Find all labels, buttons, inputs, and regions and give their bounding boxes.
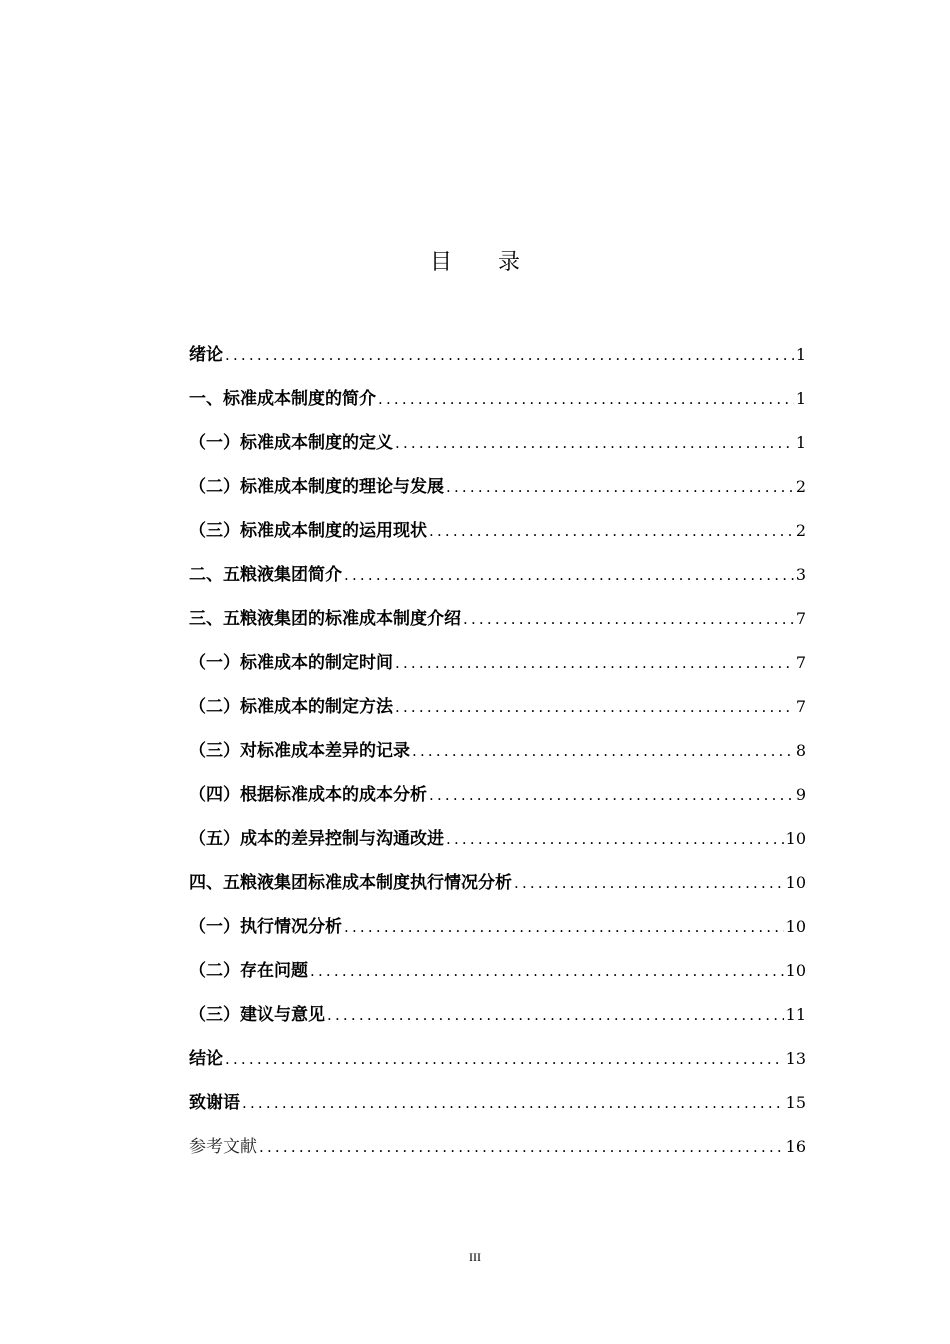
toc-entry[interactable] (189, 1043, 806, 1087)
toc-entry-label: 一、标准成本制度的简介 (189, 389, 376, 409)
toc-leader-dots (412, 735, 794, 767)
toc-leader-dots (225, 339, 794, 371)
toc-entry-label: 三、五粮液集团的标准成本制度介绍 (189, 609, 461, 629)
toc-entry-page-number: 1 (795, 345, 806, 364)
toc-leader-dots (310, 955, 784, 987)
toc-entry[interactable] (189, 427, 806, 471)
toc-leader-dots (446, 471, 794, 503)
toc-entry[interactable] (189, 867, 806, 911)
toc-entry[interactable] (189, 515, 806, 559)
toc-entry[interactable] (189, 735, 806, 779)
toc-entry-page-number: 16 (785, 1137, 806, 1156)
toc-entry[interactable] (189, 1087, 806, 1131)
toc-entry-label: （三）建议与意见 (189, 1005, 325, 1025)
toc-entry-label: 四、五粮液集团标准成本制度执行情况分析 (189, 873, 512, 893)
toc-entry-label: （三）标准成本制度的运用现状 (189, 521, 427, 541)
toc-entry-page-number: 7 (795, 697, 806, 716)
toc-leader-dots (395, 691, 794, 723)
toc-entry-page-number: 13 (785, 1049, 806, 1068)
toc-entry-page-number: 7 (795, 653, 806, 672)
toc-leader-dots (429, 779, 794, 811)
page-number: III (469, 1250, 481, 1264)
toc-title-char-1: 目 (429, 250, 452, 275)
toc-entry[interactable] (189, 339, 806, 383)
toc-entry-label: 二、五粮液集团简介 (189, 565, 342, 585)
toc-leader-dots (429, 515, 794, 547)
toc-entry-label: 参考文献 (189, 1137, 257, 1157)
toc-entry-page-number: 10 (785, 873, 806, 892)
toc-entry[interactable] (189, 691, 806, 735)
toc-entry-label: （二）标准成本制度的理论与发展 (189, 477, 444, 497)
toc-entry-label: 绪论 (189, 345, 223, 365)
toc-entry[interactable] (189, 779, 806, 823)
toc-leader-dots (463, 603, 794, 635)
toc-entry-page-number: 3 (795, 565, 806, 584)
toc-leader-dots (395, 427, 794, 459)
toc-entry-label: （一）执行情况分析 (189, 917, 342, 937)
toc-entry-label: （五）成本的差异控制与沟通改进 (189, 829, 444, 849)
toc-title (0, 245, 950, 276)
toc-leader-dots (344, 911, 784, 943)
toc-entry-page-number: 1 (795, 433, 806, 452)
toc-entry[interactable] (189, 647, 806, 691)
toc-leader-dots (446, 823, 784, 855)
toc-entry-label: （二）存在问题 (189, 961, 308, 981)
toc-entry[interactable] (189, 383, 806, 427)
toc-leader-dots (242, 1087, 784, 1119)
toc-leader-dots (378, 383, 794, 415)
toc-entry-page-number: 11 (785, 1005, 806, 1024)
toc-leader-dots (344, 559, 794, 591)
toc-entry-label: （四）根据标准成本的成本分析 (189, 785, 427, 805)
toc-entry[interactable] (189, 471, 806, 515)
toc-entry[interactable] (189, 911, 806, 955)
table-of-contents (189, 339, 806, 1175)
toc-entry-label: （一）标准成本制度的定义 (189, 433, 393, 453)
toc-entry[interactable] (189, 999, 806, 1043)
toc-entry-page-number: 10 (785, 961, 806, 980)
toc-leader-dots (225, 1043, 784, 1075)
toc-entry-page-number: 10 (785, 917, 806, 936)
toc-title-char-2: 录 (498, 250, 521, 275)
toc-entry-page-number: 2 (795, 477, 806, 496)
toc-entry-label: （三）对标准成本差异的记录 (189, 741, 410, 761)
toc-entry-page-number: 8 (795, 741, 806, 760)
toc-entry-page-number: 1 (795, 389, 806, 408)
toc-entry-label: （一）标准成本的制定时间 (189, 653, 393, 673)
toc-leader-dots (327, 999, 784, 1031)
toc-entry[interactable] (189, 1131, 806, 1175)
toc-leader-dots (259, 1131, 784, 1163)
toc-leader-dots (395, 647, 794, 679)
toc-entry-label: 致谢语 (189, 1093, 240, 1113)
toc-entry-page-number: 15 (785, 1093, 806, 1112)
toc-entry[interactable] (189, 823, 806, 867)
toc-entry-page-number: 9 (795, 785, 806, 804)
toc-entry[interactable] (189, 603, 806, 647)
toc-entry-page-number: 7 (795, 609, 806, 628)
toc-entry-page-number: 2 (795, 521, 806, 540)
toc-entry[interactable] (189, 559, 806, 603)
toc-leader-dots (514, 867, 784, 899)
toc-entry[interactable] (189, 955, 806, 999)
toc-entry-page-number: 10 (785, 829, 806, 848)
toc-entry-label: （二）标准成本的制定方法 (189, 697, 393, 717)
toc-entry-label: 结论 (189, 1049, 223, 1069)
